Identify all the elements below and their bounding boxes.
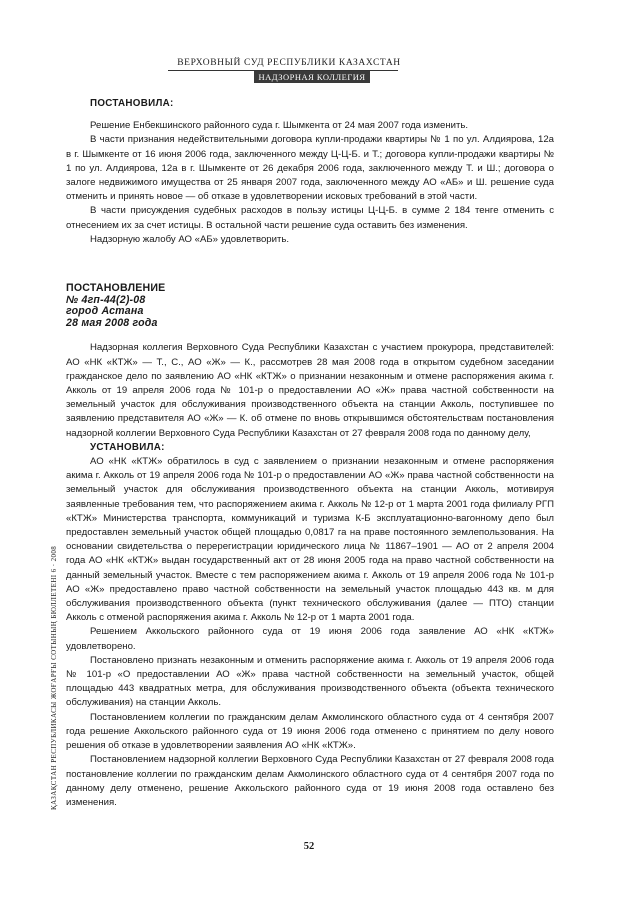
paragraph: Надзорную жалобу АО «АБ» удовлетворить.: [90, 233, 290, 245]
ruling-heading: ПОСТАНОВИЛА:: [90, 98, 174, 109]
first-section: [66, 97, 554, 247]
paragraph: Постановлено признать незаконным и отменить распоряжение акима г. Акколь от 19 апреля 2006 года № 101-р «О предоставлении АО «Ж» права частной собственности на земельный участок, общей площадью 443 квадратных метра, для обслуживания производственного объекта (объекта технического обслуживания) на станции Акколь.: [66, 654, 554, 709]
decision-title: ПОСТАНОВЛЕНИЕ: [66, 282, 166, 295]
page-number: 52: [303, 841, 315, 852]
decision-city: город Астана: [66, 305, 144, 318]
document-body: [66, 97, 554, 810]
intro-paragraph: Надзорная коллегия Верховного Суда Республики Казахстан с участием прокурора, представителей: АО «НК «КТЖ» — Т., С., АО «Ж» — К., рассмотрев 28 мая 2008 года в открытом судебном заседании гражданское дело по заявлению АО «НК «КТЖ» о признании незаконным и отмене распоряжения акима г. Акколь от 19 апреля 2006 года № 101-р о предоставлении АО «Ж» права частной собственности на земельный участок для обслуживания производственного объекта на станции Акколь, поступившее по заявлению представителя АО «Ж» — К. об отмене по вновь открывшимся обстоятельствам постановления надзорной коллегии Верховного Суда Республики Казахстан от 27 февраля 2008 года по данному делу,: [66, 342, 554, 439]
paragraph: В части присуждения судебных расходов в пользу истицы Ц-Ц-Б. в сумме 2 184 тенге отменить с отнесением их за счет истицы. В остальной части решение суда оставить без изменения.: [66, 205, 554, 231]
paragraph: Постановлением надзорной коллегии Верховного Суда Республики Казахстан от 27 февраля 2008 года постановление коллегии по гражданским делам Акмолинского областного суда от 4 сентября 2007 года по данному делу отменено, решение Аккольского районного суда от 19 июня 2008 года оставлено без изменения.: [66, 754, 554, 808]
paragraph: Постановлением коллегии по гражданским делам Акмолинского областного суда от 4 сентября 2007 года решение Аккольского районного суда от 19 июня 2006 года отменено с принятием по делу нового решения об отказе в удовлетворении заявления АО «НК «КТЖ».: [66, 711, 554, 752]
court-title: ВЕРХОВНЫЙ СУД РЕСПУБЛИКИ КАЗАХСТАН: [177, 58, 401, 68]
paragraph: Решение Енбекшинского районного суда г. Шымкента от 24 мая 2007 года изменить.: [90, 120, 469, 132]
decision-number: № 4гп-44(2)-08: [66, 293, 146, 306]
second-section: [66, 341, 554, 810]
decision-header: [66, 283, 554, 329]
paragraph: Решением Аккольского районного суда от 19 июня 2006 года заявление АО «НК «КТЖ» удовлетворено.: [66, 626, 554, 652]
paragraph: В части признания недействительными договора купли-продажи квартиры № 1 по ул. Алдиярова, 12а в г. Шымкенте от 16 июня 2006 года, заключенного между Ц-Ц-Б. и Т.; договора купли-продажи квартиры № 1 по ул. Алдиярова, 12а в г. Шымкенте от 26 декабря 2006 года, заключенного между Т. и Ш.; договора о залоге недвижимого имущества от 25 января 2007 года, заключенного между АО «АБ» и Ш. решение суда отменить и принять новое — об отказе в удовлетворении исковых требований в этой части.: [66, 134, 554, 203]
side-bulletin-title: ҚАЗАҚСТАН РЕСПУБЛИКАСЫ ЖОҒАРҒЫ СОТЫНЫҢ БЮЛЛЕТЕНІ 6 · 2008: [50, 545, 58, 810]
decision-date: 28 мая 2008 года: [66, 316, 158, 329]
established-heading: УСТАНОВИЛА:: [90, 441, 165, 453]
paragraph: АО «НК «КТЖ» обратилось в суд с заявлением о признании незаконным и отмене распоряжения акима г. Акколь от 19 апреля 2006 года № 101-р о предоставлении АО «Ж» права частной собственности на земельный участок для обслуживания производственного объекта на станции Акколь, мотивируя заявленные требования тем, что распоряжением акима г. Акколь № 12-р от 1 марта 2001 года филиалу РГП «КТЖ» Министерства транспорта, коммуникаций и туризма К-Б эксплуатационно-вагонному депо был предоставлен земельный участок общей площадью 0,0817 га на праве постоянного землепользования. На основании свидетельства о перерегистрации юридического лица № 11867–1901 — АО от 2 апреля 2004 года АО «НК «КТЖ» выдан государственный акт от 28 июня 2005 года на право частной собственности на данный земельный участок. Вместе с тем распоряжением акима г. Акколь от 19 апреля 2006 года № 101-р АО «Ж» предоставлено право частной собственности на земельный участок площадью 443 кв. м для обслуживания производственного объекта (пункт технического обслуживания (далее — ПТО) станции Акколь с отменой распоряжения акима г. Акколь № 12-р от 1 марта 2001 года.: [66, 456, 554, 624]
board-title-badge: НАДЗОРНАЯ КОЛЛЕГИЯ: [254, 71, 370, 83]
